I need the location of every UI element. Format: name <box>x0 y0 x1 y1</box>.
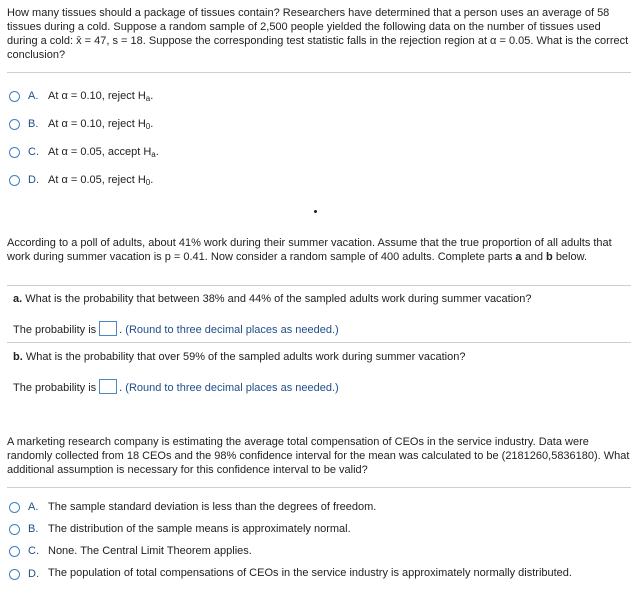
part-a-hint: (Round to three decimal places as needed.) <box>125 324 339 336</box>
question-2-text: According to a poll of adults, about 41% work during their summer vacation. Assume that the true proportion of all adults that work during summer vacation is p = 0.41. Now consider a random sample of 400 adults. Complete parts a and b below. <box>7 237 612 263</box>
radio-button[interactable] <box>9 524 20 535</box>
radio-button[interactable] <box>9 502 20 513</box>
question-3-text: A marketing research company is estimating the average total compensation of CEOs in the service industry. Data were randomly collected from 18 CEOs and the 98% confidence interval for the mean was calculated to be (2181260,5836180). What additional assumption is necessary for this confidence interval to be valid? <box>7 436 630 476</box>
q3-option-c[interactable] <box>9 543 252 559</box>
option-text: The sample standard deviation is less than the degrees of freedom. <box>48 501 377 513</box>
radio-button[interactable] <box>9 91 20 102</box>
option-text: At α = 0.10, reject $H_0$. <box>48 118 154 131</box>
part-b-answer-input[interactable] <box>99 379 117 394</box>
part-b-hint: (Round to three decimal places as needed.) <box>125 382 339 394</box>
part-b-answer-row: The probability is . (Round to three decimal places as needed.) <box>13 379 339 395</box>
divider <box>7 487 631 488</box>
part-a-answer-row: The probability is . (Round to three decimal places as needed.) <box>13 321 339 337</box>
q3-option-b[interactable] <box>9 521 351 537</box>
part-b-question: b. What is the probability that over 59% of the sampled adults work during summer vacation? <box>13 351 466 363</box>
q1-option-b[interactable] <box>9 116 153 132</box>
divider <box>7 342 631 343</box>
q1-option-c[interactable] <box>9 144 159 160</box>
option-letter: B. <box>28 118 39 130</box>
option-letter: C. <box>28 146 39 158</box>
option-text: None. The Central Limit Theorem applies. <box>48 545 252 557</box>
option-letter: D. <box>28 568 39 580</box>
option-letter: C. <box>28 545 39 557</box>
option-letter: A. <box>28 90 39 102</box>
option-letter: A. <box>28 501 39 513</box>
option-letter: D. <box>28 174 39 186</box>
q1-option-d[interactable] <box>9 172 153 188</box>
q3-option-d[interactable] <box>9 566 588 596</box>
question-1-text: How many tissues should a package of tissues contain? Researchers have determined that a person uses an average of 58 tissues during a cold. Suppose a random sample of 2,500 people yielded the following data on the number of tissues used during a cold: x̄ = 47, s = 18. Suppose the corresponding test statistic falls in the rejection region at α = 0.05. What is the correct conclusion? <box>7 7 629 61</box>
q3-option-a[interactable] <box>9 499 376 515</box>
option-text: At α = 0.05, accept $H_a$. <box>48 146 159 159</box>
option-text: At α = 0.10, reject $H_a$. <box>48 90 154 103</box>
option-text: The population of total compensations of CEOs in the service industry is approximately normally distributed. <box>48 567 572 579</box>
radio-button[interactable] <box>9 569 20 580</box>
q1-option-a[interactable] <box>9 88 153 104</box>
divider <box>7 285 631 286</box>
option-text: At α = 0.05, reject $H_0$. <box>48 174 154 187</box>
part-a-answer-input[interactable] <box>99 321 117 336</box>
option-text: The distribution of the sample means is approximately normal. <box>48 523 351 535</box>
separator-dot <box>314 210 317 213</box>
radio-button[interactable] <box>9 119 20 130</box>
radio-button[interactable] <box>9 147 20 158</box>
divider <box>7 72 631 73</box>
part-a-question: a. What is the probability that between 38% and 44% of the sampled adults work during summer vacation? <box>13 293 532 305</box>
radio-button[interactable] <box>9 546 20 557</box>
option-letter: B. <box>28 523 39 535</box>
radio-button[interactable] <box>9 175 20 186</box>
